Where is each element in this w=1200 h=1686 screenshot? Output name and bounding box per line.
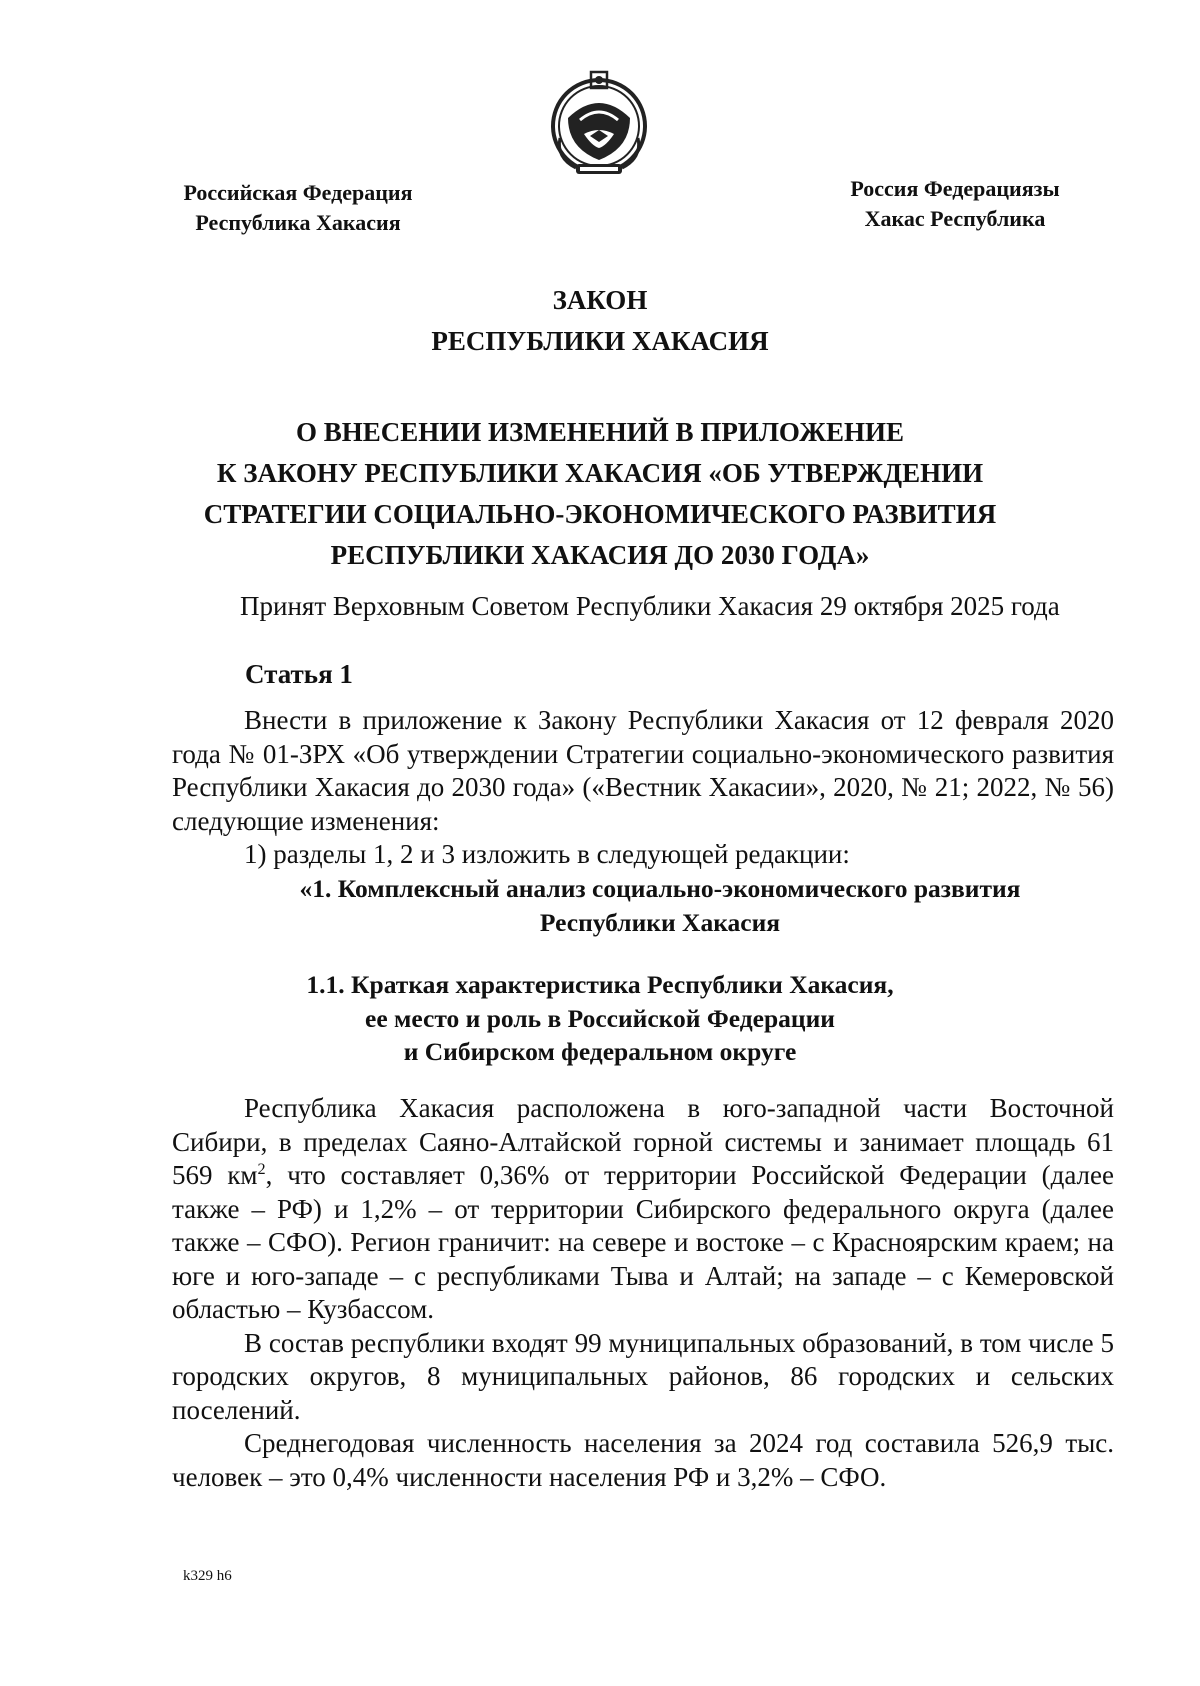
header-left bbox=[168, 178, 428, 238]
law-title-line2: РЕСПУБЛИКИ ХАКАСИЯ bbox=[431, 326, 769, 356]
paragraph-2: В состав республики входят 99 муниципальных образований, в том числе 5 городских округов, 8 муниципальных районов, 86 городских и сельских поселений. bbox=[172, 1327, 1114, 1425]
paragraph-3: Среднегодовая численность населения за 2024 год составила 526,9 тыс. человек – это 0,4% численности населения РФ и 3,2% – СФО. bbox=[172, 1428, 1114, 1492]
law-title bbox=[0, 280, 1200, 362]
section-1-line2: Республики Хакасия bbox=[539, 907, 781, 937]
section-1-1-line3: и Сибирском федеральном округе bbox=[403, 1037, 797, 1066]
section-1-1-line1: 1.1. Краткая характеристика Республики Хакасия, bbox=[306, 970, 894, 999]
subject-line1: О ВНЕСЕНИИ ИЗМЕНЕНИЙ В ПРИЛОЖЕНИЕ bbox=[296, 417, 904, 447]
law-subject bbox=[0, 412, 1200, 576]
paragraph-1-superscript: 2 bbox=[257, 1160, 266, 1178]
subject-line4: РЕСПУБЛИКИ ХАКАСИЯ ДО 2030 ГОДА» bbox=[330, 540, 870, 570]
footer-document-code: k329 h6 bbox=[183, 1568, 232, 1584]
khakassia-coat-of-arms-icon bbox=[546, 68, 652, 180]
article-heading: Статья 1 bbox=[245, 659, 353, 689]
paragraph-1-part2: , что составляет 0,36% от территории Российской Федерации (далее также – РФ) и 1,2% – от территории Сибирского федерального округа (далее также – СФО). Регион граничит: на севере и востоке – с Красноярским краем; на юге и юго-западе – с республиками Тыва и Алтай; на западе – с Кемеровской областью – Кузбассом. bbox=[172, 1160, 1114, 1324]
section-1-line1: «1. Комплексный анализ социально-экономического развития bbox=[299, 874, 1021, 903]
section-text bbox=[172, 1092, 1114, 1494]
section-1-1-line2: ее место и роль в Российской Федерации bbox=[365, 1003, 835, 1033]
section-1-heading bbox=[60, 872, 1200, 939]
subject-line3: СТРАТЕГИИ СОЦИАЛЬНО-ЭКОНОМИЧЕСКОГО РАЗВИТИЯ bbox=[203, 499, 997, 529]
paragraph-1-part1: Республика Хакасия расположена в юго-западной части Восточной Сибири, в пределах Саяно-Алтайской горной системы и занимает площадь 61 569 км bbox=[172, 1093, 1114, 1190]
article-item-1: 1) разделы 1, 2 и 3 изложить в следующей редакции: bbox=[244, 839, 850, 869]
law-title-line1: ЗАКОН bbox=[552, 285, 648, 315]
article-body bbox=[172, 704, 1114, 872]
subject-line2: К ЗАКОНУ РЕСПУБЛИКИ ХАКАСИЯ «ОБ УТВЕРЖДЕНИИ bbox=[216, 458, 984, 488]
article-intro: Внести в приложение к Закону Республики Хакасия от 12 февраля 2020 года № 01-ЗРХ «Об утверждении Стратегии социально-экономического развития Республики Хакасия до 2030 года» («Вестник Хакасии», 2020, № 21; 2022, № 56) следующие изменения: bbox=[172, 705, 1114, 836]
paragraph-1 bbox=[172, 1092, 1114, 1327]
header-left-line2: Республика Хакасия bbox=[195, 210, 401, 235]
header-right-line2: Хакас Республика bbox=[864, 206, 1046, 231]
header-right-line1: Россия Федерациязы bbox=[850, 176, 1060, 201]
header-right bbox=[830, 174, 1080, 234]
header-left-line1: Российская Федерация bbox=[183, 180, 413, 205]
section-1-1-heading bbox=[0, 968, 1200, 1069]
adoption-note: Принят Верховным Советом Республики Хакасия 29 октября 2025 года bbox=[240, 591, 1060, 621]
